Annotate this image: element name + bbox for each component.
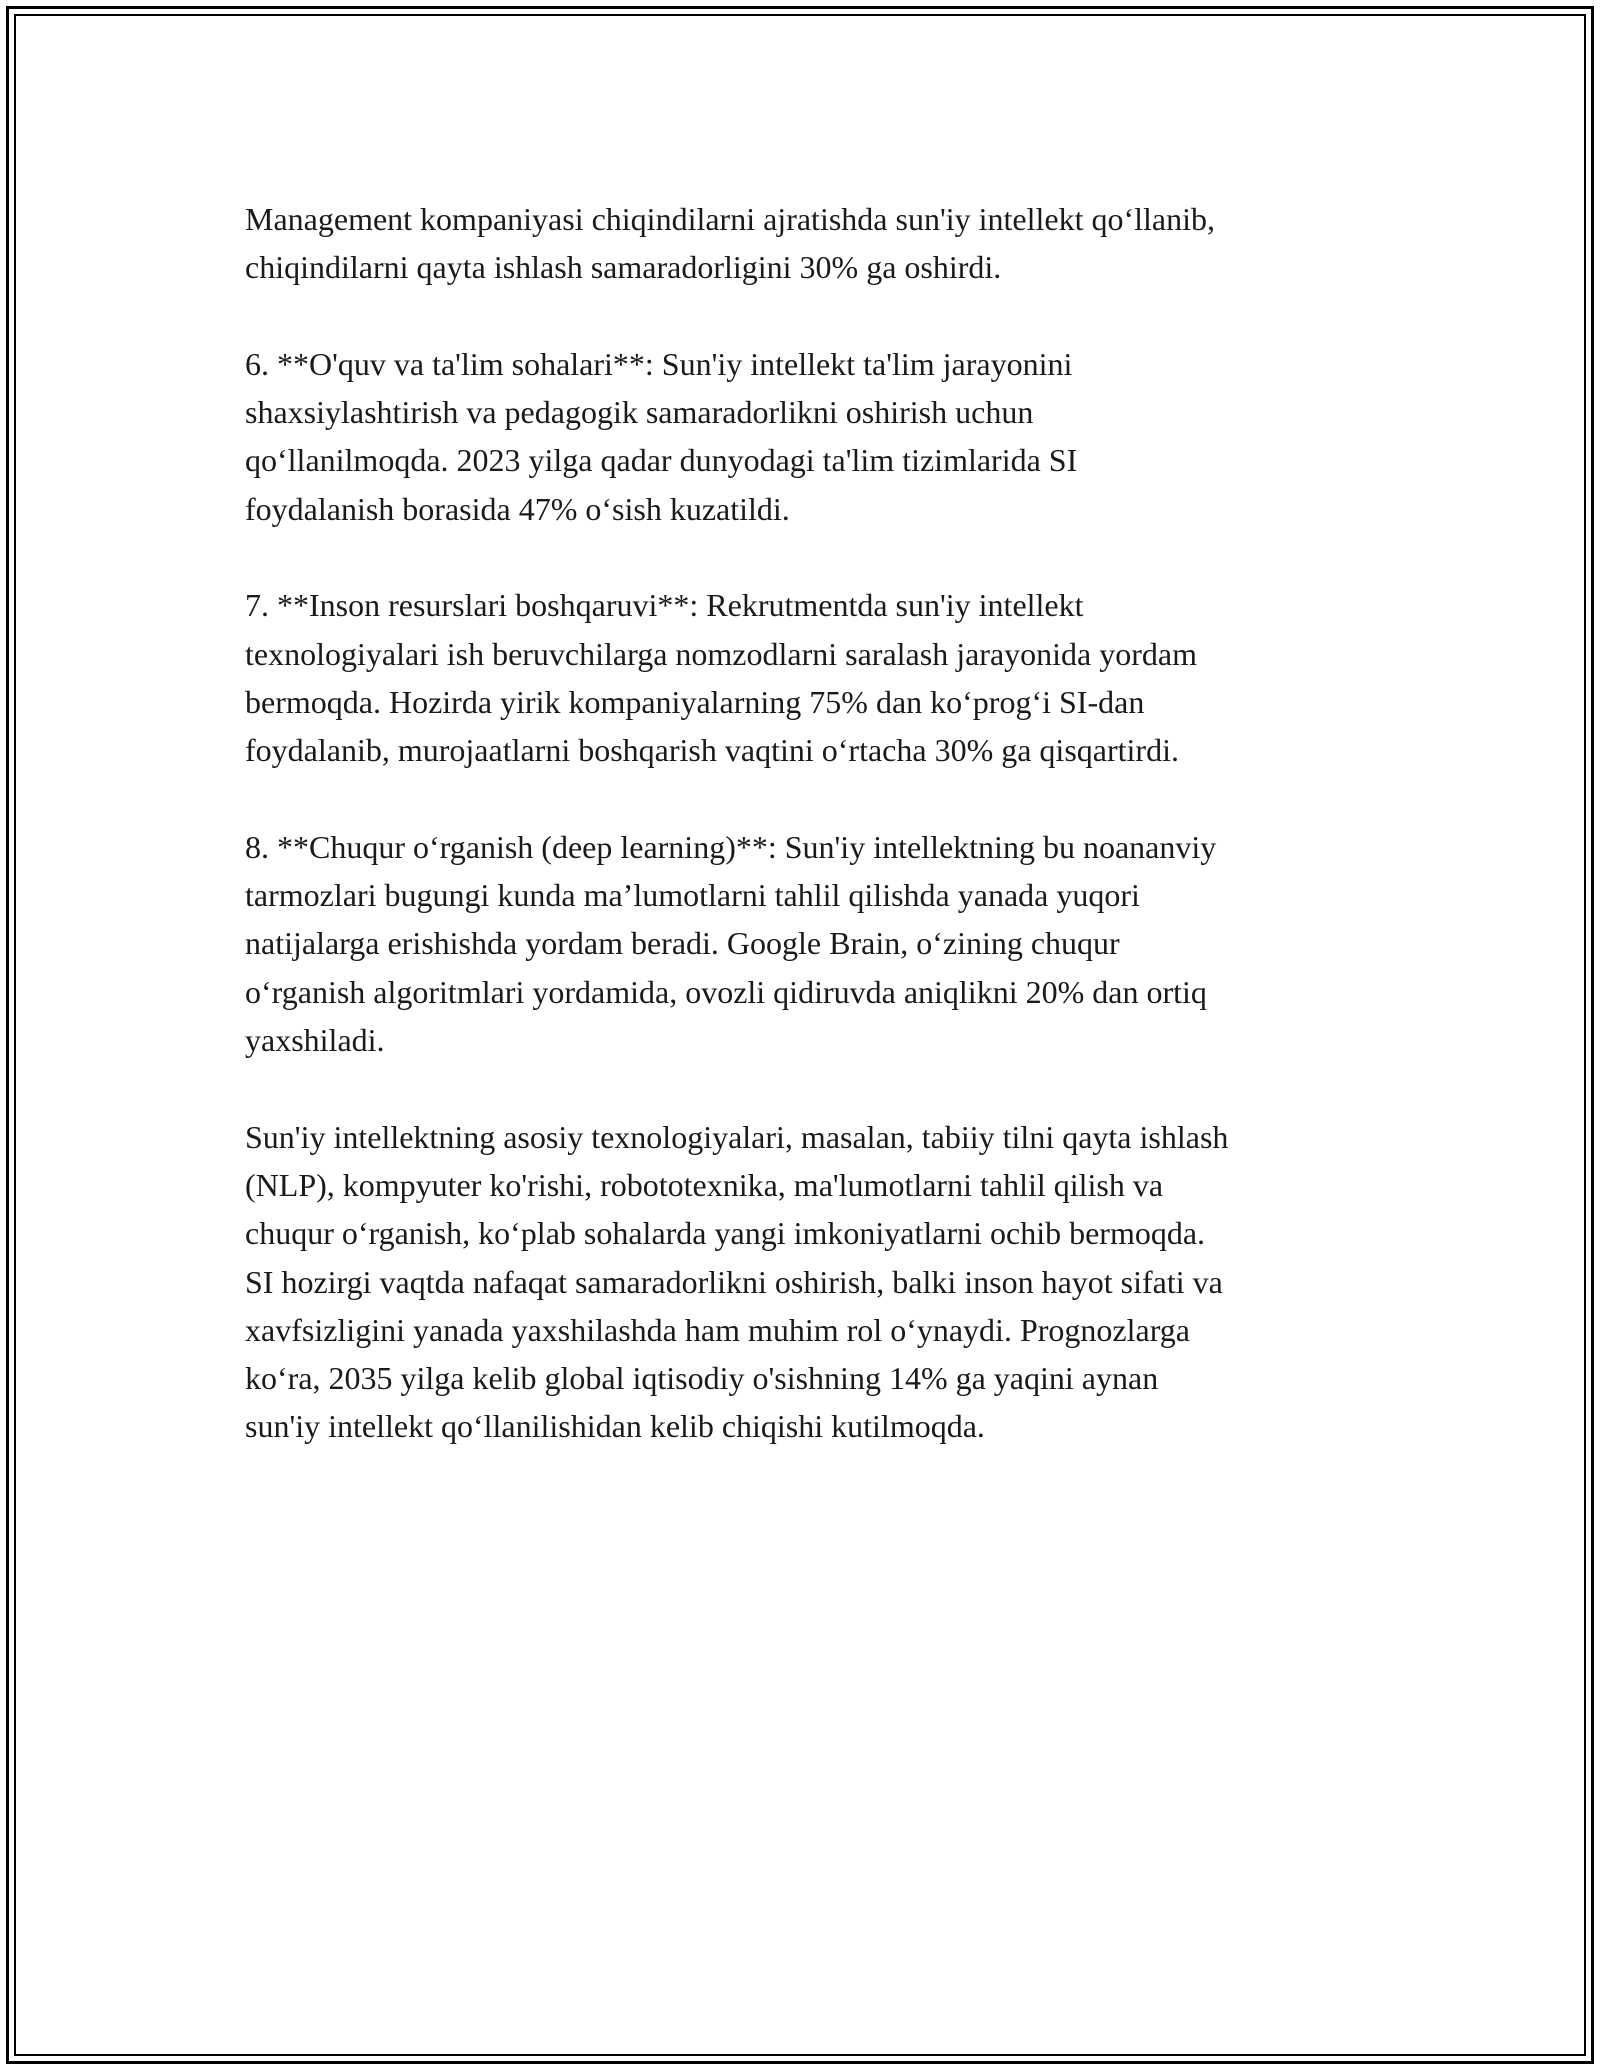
text-line: (NLP), kompyuter ko'rishi, robototexnika, ma'lumotlarni tahlil qilish va [245,1166,1164,1203]
text-line: tarmozlari bugungi kunda ma’lumotlarni tahlil qilishda yanada yuqori [245,877,1140,914]
text-line: Sun'iy intellektning asosiy texnologiyalari, masalan, tabiiy tilni qayta ishlash [245,1118,1229,1155]
text-line: bermoqda. Hozirda yirik kompaniyalarning 75% dan ko‘prog‘i SI-dan [245,683,1145,720]
text-line: o‘rganish algoritmlari yordamida, ovozli qidiruvda aniqlikni 20% dan ortiq [245,973,1207,1010]
paragraph-human-resources [245,581,1385,774]
paragraph-waste-management [245,195,1385,292]
page-frame [6,6,1594,2064]
text-line: natijalarga erishishda yordam beradi. Google Brain, o‘zining chuqur [245,925,1120,962]
text-line: sun'iy intellekt qo‘llanilishidan kelib chiqishi kutilmoqda. [245,1408,985,1445]
text-line: qo‘llanilmoqda. 2023 yilga qadar dunyodagi ta'lim tizimlarida SI [245,442,1078,479]
paragraph-conclusion [245,1113,1385,1451]
text-line: shaxsiylashtirish va pedagogik samaradorlikni oshirish uchun [245,394,1034,431]
text-line: 7. **Inson resurslari boshqaruvi**: Rekrutmentda sun'iy intellekt [245,587,1084,624]
text-line: yaxshiladi. [245,1022,385,1059]
text-line: chiqindilarni qayta ishlash samaradorligini 30% ga oshirdi. [245,249,1002,286]
text-line: xavfsizligini yanada yaxshilashda ham muhim rol o‘ynaydi. Prognozlarga [245,1311,1190,1348]
paragraph-deep-learning [245,823,1385,1064]
text-line: foydalanish borasida 47% o‘sish kuzatildi. [245,490,790,527]
paragraph-education [245,340,1385,533]
text-line: 6. **O'quv va ta'lim sohalari**: Sun'iy intellekt ta'lim jarayonini [245,345,1073,382]
text-line: texnologiyalari ish beruvchilarga nomzodlarni saralash jarayonida yordam [245,635,1197,672]
text-line: Management kompaniyasi chiqindilarni ajratishda sun'iy intellekt qo‘llanib, [245,201,1215,237]
text-line: 8. **Chuqur o‘rganish (deep learning)**: Sun'iy intellektning bu noananviy [245,828,1217,865]
text-line: ko‘ra, 2035 yilga kelib global iqtisodiy o'sishning 14% ga yaqini aynan [245,1360,1159,1397]
text-line: SI hozirgi vaqtda nafaqat samaradorlikni oshirish, balki inson hayot sifati va [245,1263,1223,1300]
text-line: chuqur o‘rganish, ko‘plab sohalarda yangi imkoniyatlarni ochib bermoqda. [245,1215,1206,1252]
text-line: foydalanib, murojaatlarni boshqarish vaqtini o‘rtacha 30% ga qisqartirdi. [245,732,1179,769]
document-body [245,195,1385,1499]
